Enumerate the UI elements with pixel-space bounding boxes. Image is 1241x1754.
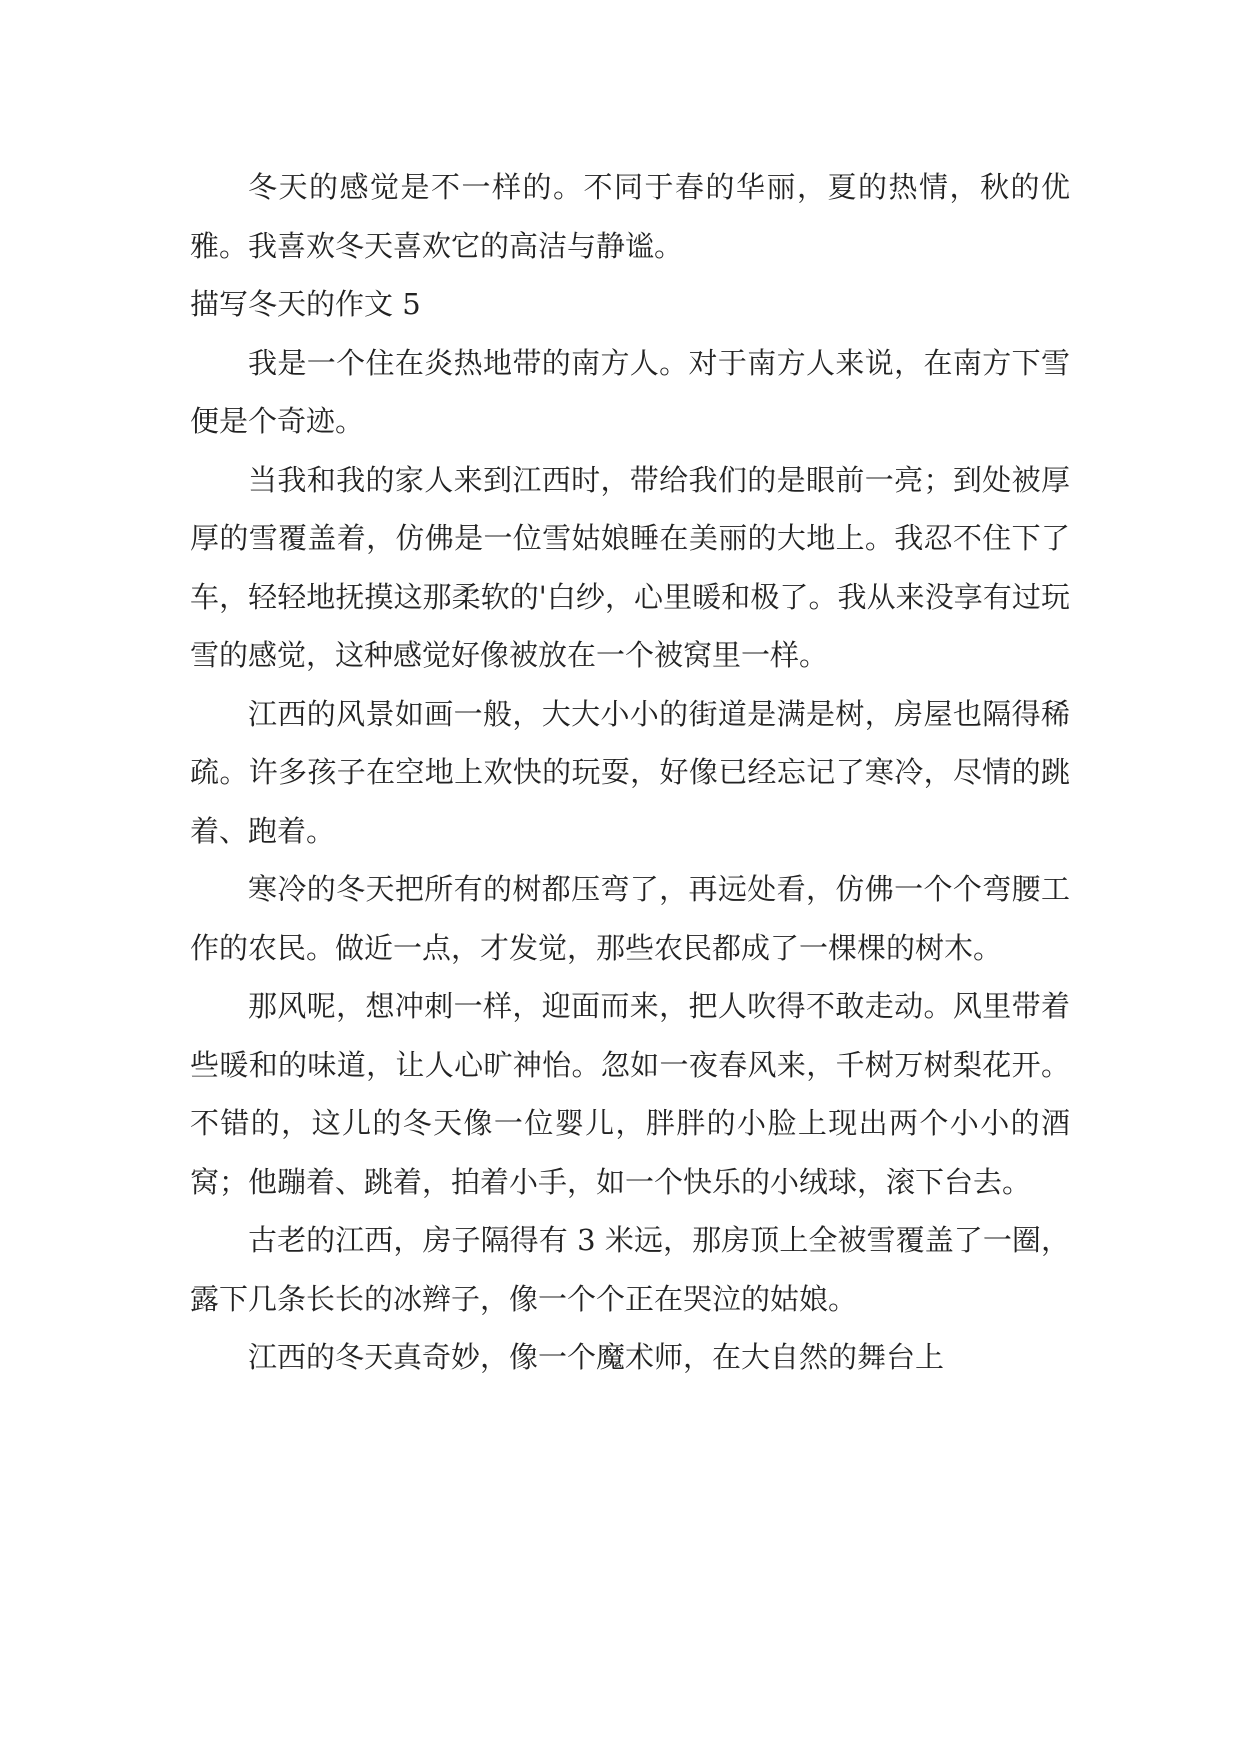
paragraph-7: 古老的江西，房子隔得有 3 米远，那房顶上全被雪覆盖了一圈，露下几条长长的冰辫子，像一个个正在哭泣的姑娘。 — [190, 1223, 1070, 1316]
paragraph-1: 冬天的感觉是不一样的。不同于春的华丽，夏的热情，秋的优雅。我喜欢冬天喜欢它的高洁与静谧。 — [190, 170, 1070, 263]
paragraph-3: 当我和我的家人来到江西时，带给我们的是眼前一亮；到处被厚厚的雪覆盖着，仿佛是一位雪姑娘睡在美丽的大地上。我忍不住下了车，轻轻地抚摸这那柔软的'白纱，心里暖和极了。我从来没享有过玩雪的感觉，这种感觉好像被放在一个被窝里一样。 — [190, 462, 1070, 672]
document-body — [190, 158, 1070, 1387]
paragraph-6: 那风呢，想冲刺一样，迎面而来，把人吹得不敢走动。风里带着些暖和的味道，让人心旷神怡。忽如一夜春风来，千树万树梨花开。不错的，这儿的冬天像一位婴儿，胖胖的小脸上现出两个小小的酒窝；他蹦着、跳着，拍着小手，如一个快乐的小绒球，滚下台去。 — [190, 989, 1070, 1199]
paragraph-4: 江西的风景如画一般，大大小小的街道是满是树，房屋也隔得稀疏。许多孩子在空地上欢快的玩耍，好像已经忘记了寒冷，尽情的跳着、跑着。 — [190, 696, 1070, 848]
paragraph-2: 我是一个住在炎热地带的南方人。对于南方人来说，在南方下雪便是个奇迹。 — [190, 345, 1070, 438]
section-heading: 描写冬天的作文 5 — [190, 287, 421, 321]
paragraph-8: 江西的冬天真奇妙，像一个魔术师，在大自然的舞台上 — [248, 1340, 945, 1374]
paragraph-5: 寒冷的冬天把所有的树都压弯了，再远处看，仿佛一个个弯腰工作的农民。做近一点，才发觉，那些农民都成了一棵棵的树木。 — [190, 872, 1070, 965]
